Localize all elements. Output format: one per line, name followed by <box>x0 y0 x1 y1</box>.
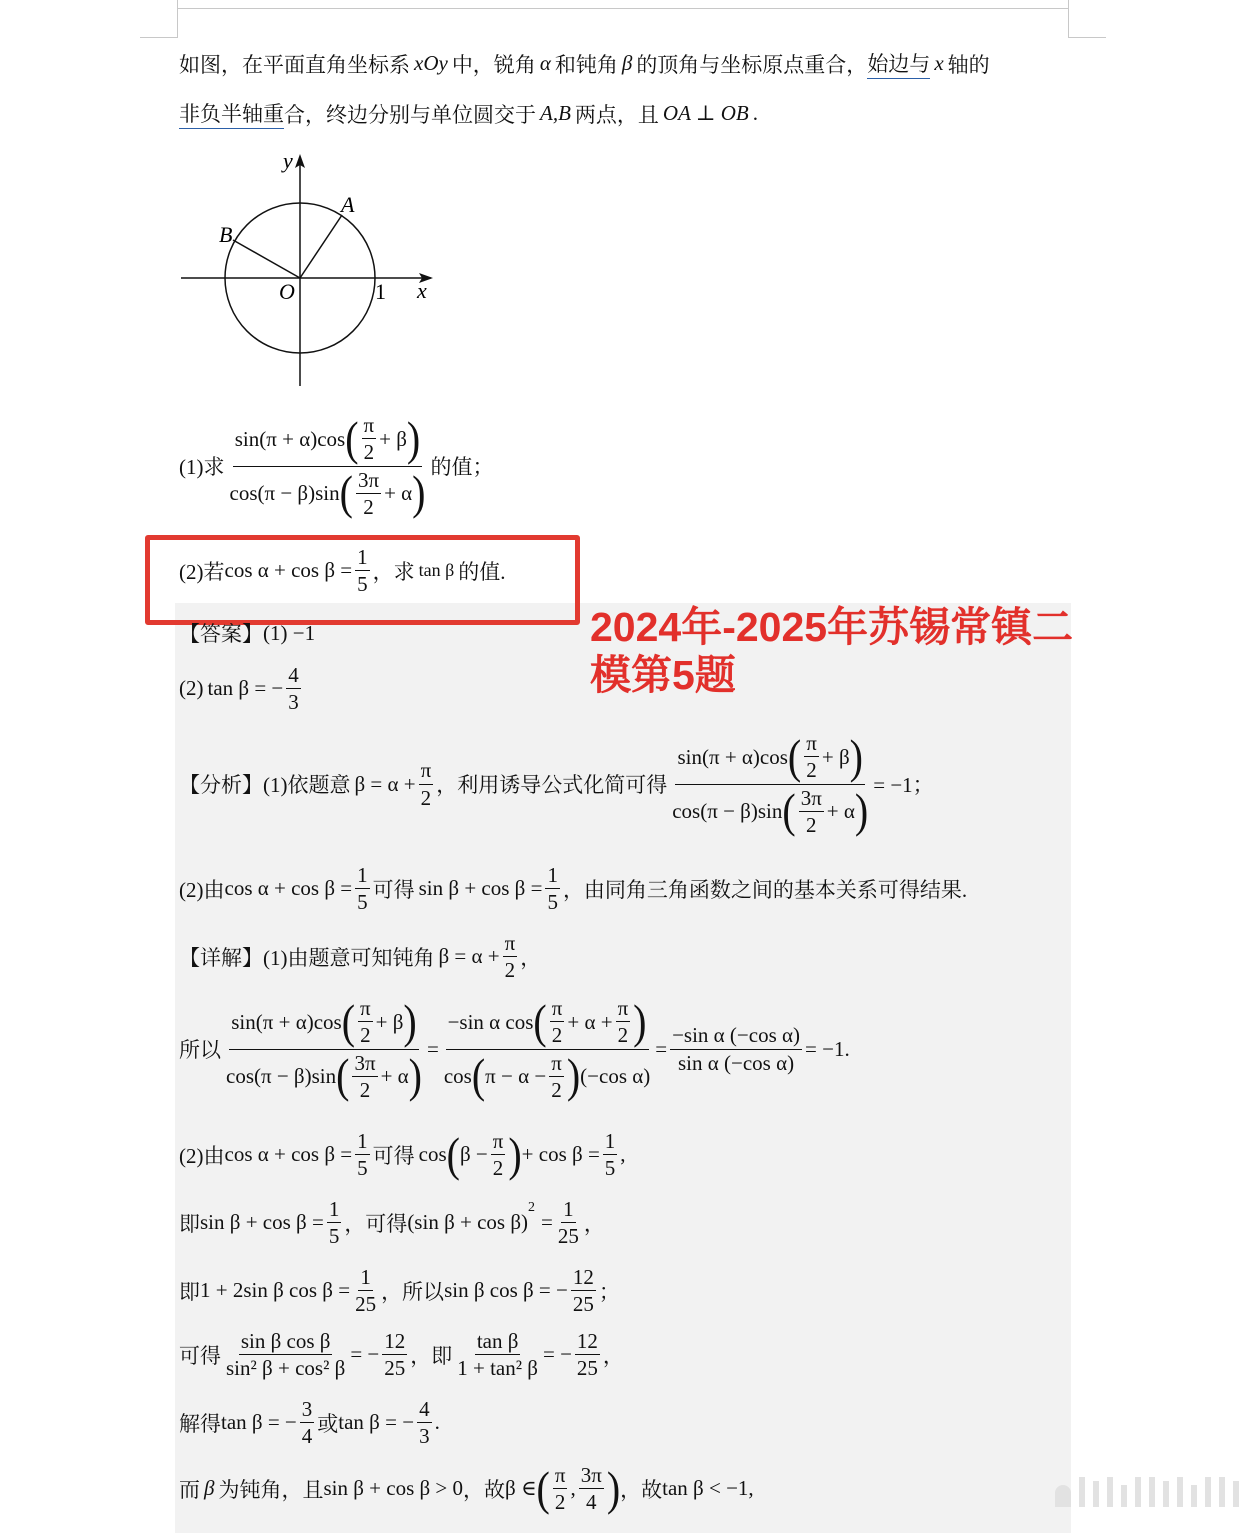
fraction: $\frac{1}{25}$ <box>355 1265 377 1317</box>
math: = <box>541 1210 553 1235</box>
fraction: $\frac{\text{sin β cos β}}{\text{sin² β + cos² β}}$ <box>226 1329 346 1381</box>
detail-line-4 <box>179 1196 605 1250</box>
fraction: $\frac{3}{4}$ <box>301 1397 313 1449</box>
source-annotation <box>590 603 1073 699</box>
text: cos(π − β)sin <box>229 481 340 506</box>
fraction: $\frac{\pi}{2}$ <box>420 758 432 810</box>
inner-frac: $\frac{\pi}{2}$ <box>363 413 375 465</box>
q1-denominator <box>228 467 428 521</box>
annotation-line-2: 模第5题 <box>590 652 736 698</box>
problem-line-1 <box>179 48 990 79</box>
math: (sin β + cos β) <box>407 1210 529 1235</box>
math: (1) −1 <box>263 620 316 645</box>
text: ，求 <box>372 559 415 584</box>
text: , <box>620 1142 626 1167</box>
math: tan β < −1, <box>662 1476 754 1501</box>
fraction: $\frac{1}{5}$ <box>357 863 368 915</box>
text: 的值； <box>430 455 494 479</box>
text: + α <box>384 481 413 506</box>
text: 或 <box>317 1411 339 1436</box>
math: cos α + cos β = <box>224 1142 353 1167</box>
text: 而 <box>179 1477 200 1502</box>
paren-open: ( <box>536 1461 550 1516</box>
fraction: $\frac{1}{5}$ <box>604 1129 616 1181</box>
page-corner-left <box>177 0 178 38</box>
answer-line-2 <box>179 662 304 716</box>
text: (2) <box>179 676 204 701</box>
math: sin β cos β = − <box>444 1278 568 1303</box>
detail-label: 【详解】 <box>179 945 263 970</box>
annotation-line-1: 2024年-2025年苏锡常镇二 <box>590 604 1074 650</box>
math: sin β + cos β = <box>200 1210 324 1235</box>
fraction: $\frac{3\pi}{4}$ <box>580 1463 602 1515</box>
analysis-line-2 <box>179 862 967 916</box>
label-x: x <box>417 278 427 303</box>
fraction: $\frac{1}{5}$ <box>328 1197 340 1249</box>
fraction-1: sin(π + α)cos ( $\frac{\pi}{2}$ + β ) cos(π − β)sin ( $\frac{3\pi}{2}$ + α ) <box>226 994 422 1103</box>
label-a: A <box>341 192 355 217</box>
fraction: $\frac{4}{3}$ <box>288 663 299 715</box>
math: cos α + cos β = <box>224 876 353 901</box>
math: cos <box>418 1142 447 1167</box>
fraction: $\frac{1}{5}$ <box>547 863 558 915</box>
text: 轴的 <box>947 52 990 77</box>
detail-line-6 <box>179 1328 624 1382</box>
fraction: $\frac{12}{25}$ <box>384 1329 406 1381</box>
answer-label: 【答案】 <box>179 622 263 646</box>
page-corner-right <box>1068 0 1069 38</box>
text: sin(π + α)cos <box>234 426 346 451</box>
unit-circle-figure <box>175 148 445 393</box>
fraction: $\frac{1}{5}$ <box>357 545 368 597</box>
math: cos α + cos β = <box>224 558 353 583</box>
text: ， <box>520 945 542 970</box>
text: 的顶角与坐标原点重合， <box>636 52 868 77</box>
detail-line-3 <box>179 1128 626 1182</box>
equals: = <box>427 1036 439 1061</box>
math: tan β = − <box>338 1410 415 1435</box>
text: . <box>752 101 759 125</box>
math-xoy: xOy <box>414 51 448 75</box>
fraction: $\frac{\pi}{2}$ <box>492 1129 504 1181</box>
detail-line-2 <box>179 995 850 1103</box>
label-one: 1 <box>375 279 386 304</box>
text: 解得 <box>179 1411 221 1436</box>
math-ab: A,B <box>540 101 571 125</box>
text: ； <box>598 1279 620 1304</box>
text: 即 <box>179 1211 200 1236</box>
text: 如图，在平面直角坐标系 <box>179 52 410 77</box>
text: ， <box>602 1343 624 1368</box>
text: = −1. <box>805 1036 850 1061</box>
problem-line-2 <box>179 98 758 129</box>
answer-line-1 <box>179 618 315 648</box>
page-corner-right-h <box>1068 37 1106 38</box>
text: 中，锐角 <box>451 52 536 77</box>
fraction: $\frac{12}{25}$ <box>572 1265 594 1317</box>
q1-label: (1)求 <box>179 455 225 479</box>
text: (1)由题意可知钝角 <box>263 945 435 970</box>
math-beta: β <box>621 51 633 75</box>
text: (2)由 <box>179 1143 225 1168</box>
math: = − <box>542 1342 572 1367</box>
page-top-line <box>178 8 1068 9</box>
math: β = α + <box>438 944 500 969</box>
text: ，所以 <box>381 1279 445 1304</box>
math: 1 + 2sin β cos β = <box>200 1278 351 1303</box>
equals: = <box>655 1036 668 1061</box>
math: β ∈ <box>505 1476 537 1501</box>
math-x: x <box>934 51 944 75</box>
paren-close: ) <box>406 411 421 466</box>
fraction: $\frac{\pi}{2}$ <box>554 1463 566 1515</box>
fraction: $\frac{1}{25}$ <box>557 1197 579 1249</box>
detail-line-5 <box>179 1264 620 1318</box>
detail-line-1 <box>179 930 541 984</box>
fraction: $\frac{4}{3}$ <box>419 1397 430 1449</box>
math: β = α + <box>354 771 416 796</box>
math-beta: β <box>204 1476 215 1501</box>
fraction: $\frac{12}{25}$ <box>576 1329 598 1381</box>
text: 的值. <box>458 559 506 584</box>
q1-numerator <box>233 412 422 467</box>
math: tan β <box>418 560 455 581</box>
text: (1)依题意 <box>263 773 351 797</box>
analysis-line-1 <box>179 730 934 838</box>
text: ，可得 <box>344 1211 408 1236</box>
math: sin β + cos β = <box>418 876 543 901</box>
analysis-label: 【分析】 <box>179 773 263 797</box>
label-b: B <box>219 222 233 247</box>
denominator: cos(π − β)sin ( $\frac{3\pi}{2}$ + α ) <box>672 783 869 838</box>
ray-ob <box>233 240 300 278</box>
text: ，利用诱导公式化简可得 <box>436 773 668 797</box>
text: 可得 <box>179 1343 221 1368</box>
math: β − <box>459 1142 488 1167</box>
text: ，即 <box>410 1343 453 1368</box>
question-2 <box>179 544 506 598</box>
q1-fraction <box>228 412 428 520</box>
analysis-big-fraction <box>670 730 870 838</box>
ray-oa <box>300 215 342 278</box>
page-corner-left-h <box>140 37 178 38</box>
q2-label: (2)若 <box>179 559 225 584</box>
math: tan β = − <box>221 1410 297 1435</box>
text: 合，终边分别与单位圆交于 <box>284 102 536 127</box>
label-y: y <box>283 148 293 173</box>
underlined-link[interactable]: 非负半轴重 <box>179 98 284 129</box>
text: 所以 <box>179 1038 221 1062</box>
paren-close: ) <box>412 465 426 520</box>
text: 为钝角，且 <box>218 1477 324 1502</box>
paren-close: ) <box>508 1127 522 1182</box>
text: 即 <box>179 1279 200 1304</box>
text: ，故 <box>463 1477 506 1502</box>
text: = −1； <box>873 773 934 797</box>
watermark <box>1055 1477 1239 1507</box>
math-alpha: α <box>539 51 551 75</box>
text: ，故 <box>620 1477 663 1502</box>
fraction: $\frac{\pi}{2}$ <box>504 931 516 983</box>
text: (2)由 <box>179 877 225 902</box>
text: ， <box>583 1211 605 1236</box>
text: ，由同角三角函数之间的基本关系可得结果. <box>562 877 968 902</box>
math-perp: OA ⊥ OB <box>662 101 749 125</box>
paren-open: ( <box>339 465 353 520</box>
superscript: 2 <box>528 1200 536 1215</box>
text: 两点，且 <box>574 102 659 127</box>
inner-frac: $\frac{3\pi}{2}$ <box>357 467 380 519</box>
text: 可得 <box>372 1143 415 1168</box>
text: . <box>434 1410 440 1435</box>
text: 和钝角 <box>554 52 618 77</box>
detail-line-8: 而 β 为钝角，且 sin β + cos β > 0 ，故 β ∈ ( $\frac{\pi}{2}$ , $\frac{3\pi}{4}$ ) ，故 tan β < −1, <box>179 1461 754 1516</box>
paren-close: ) <box>606 1461 621 1516</box>
fraction: $\frac{\text{tan β}}{\text{1 + tan² β}}$ <box>457 1329 538 1381</box>
question-1 <box>179 412 494 520</box>
math: tan β = − <box>207 676 284 701</box>
detail-line-7 <box>179 1396 440 1450</box>
numerator: sin(π + α)cos ( $\frac{\pi}{2}$ + β ) <box>677 729 863 784</box>
paren-open: ( <box>345 411 359 466</box>
fraction-3: $\frac{\text{−sin α (−cos α)}}{\text{sin α (−cos α)}}$ <box>672 1023 801 1075</box>
fraction-2: −sin α cos ( $\frac{\pi}{2}$ + α + $\frac{\pi}{2}$ ) cos ( π − α − $\frac{\pi}{2}$ ) (−cos α) <box>443 994 651 1103</box>
math: + cos β = <box>521 1142 600 1167</box>
label-o: O <box>279 279 295 304</box>
fraction: $\frac{1}{5}$ <box>357 1129 368 1181</box>
underlined-link[interactable]: 始边与 <box>867 48 930 79</box>
paren-open: ( <box>446 1127 460 1182</box>
text: 可得 <box>372 877 415 902</box>
text: + β <box>379 426 407 451</box>
math: sin β + cos β > 0 <box>323 1476 464 1501</box>
math: = − <box>350 1342 380 1367</box>
